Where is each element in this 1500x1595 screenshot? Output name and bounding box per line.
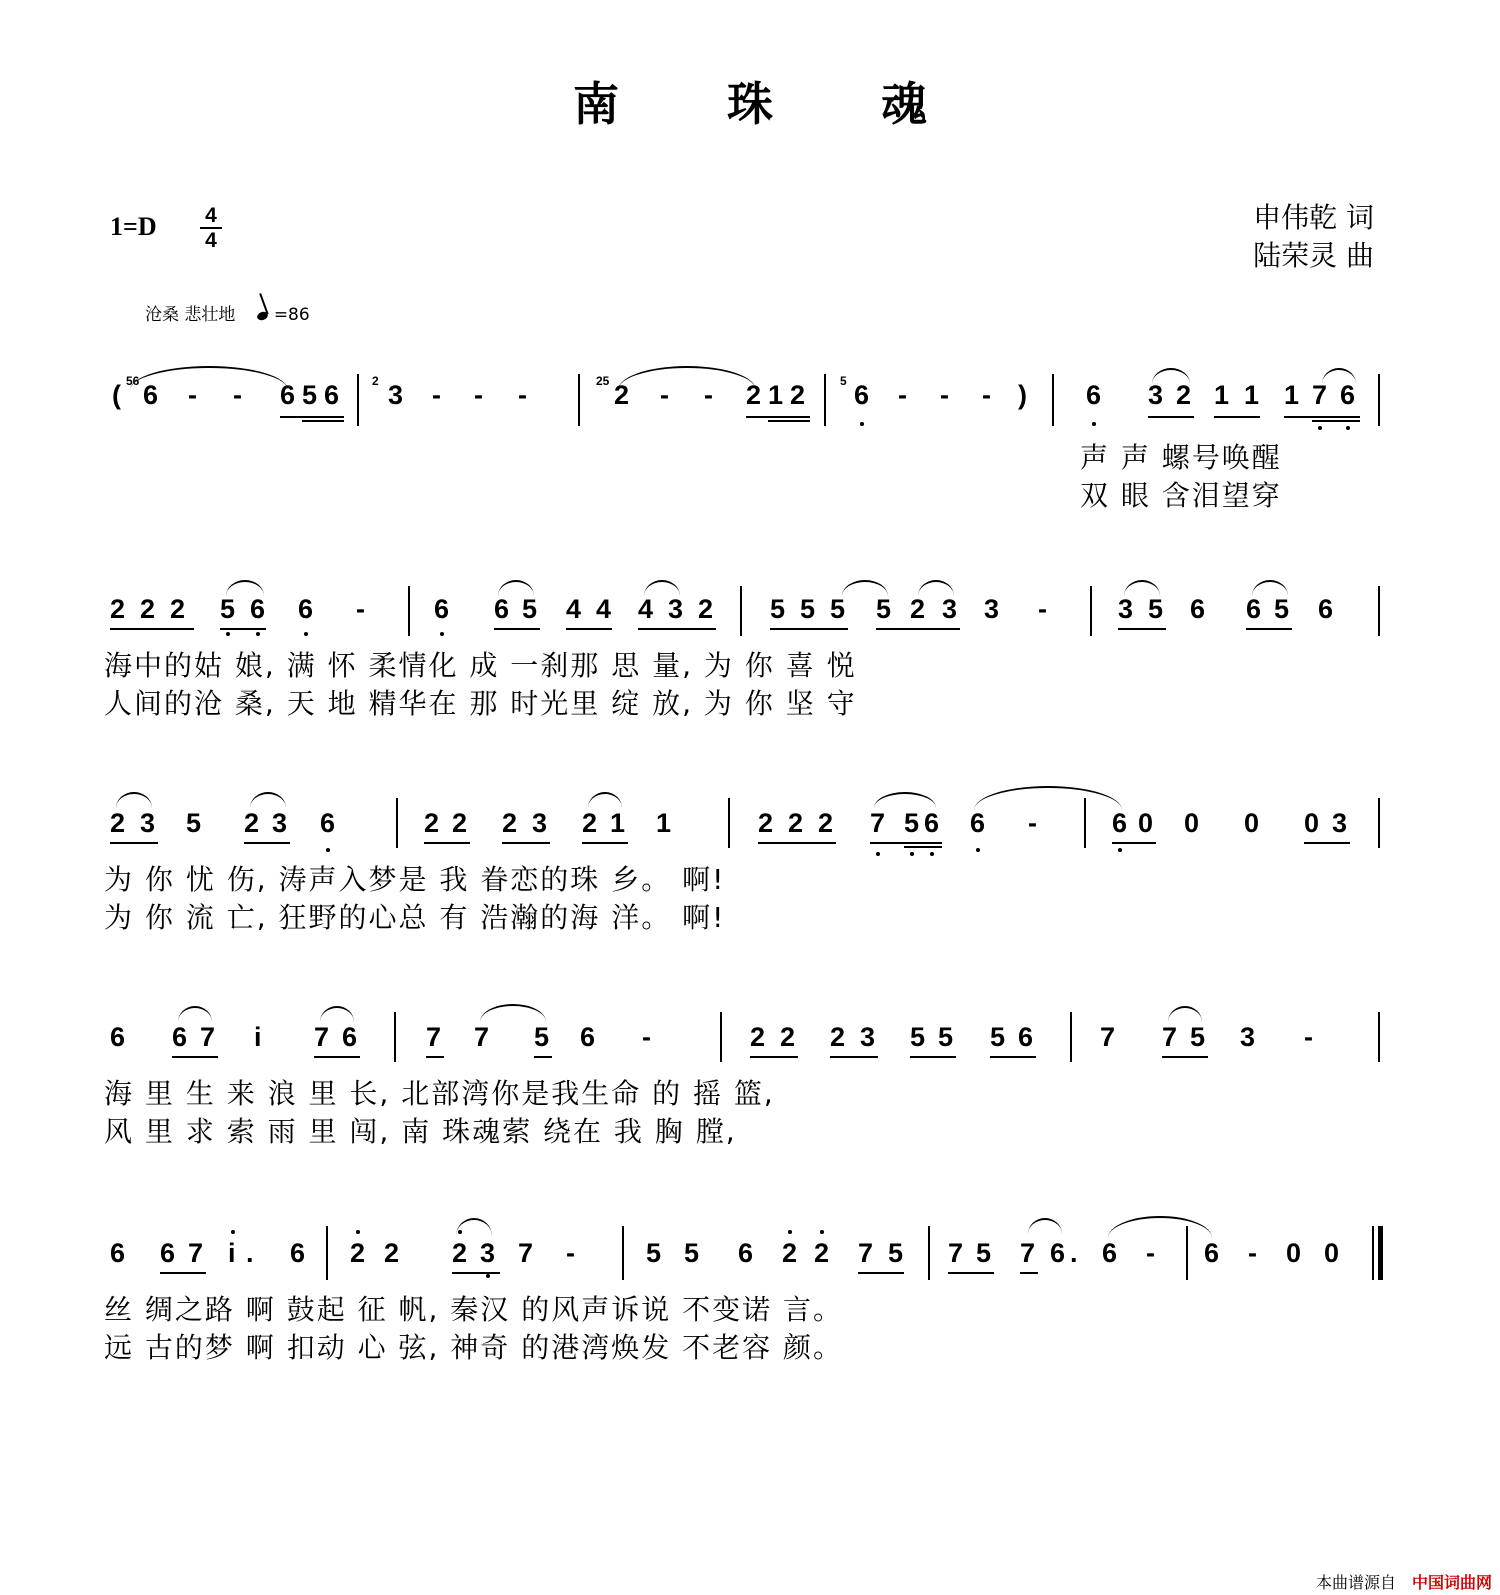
lyric-verse-2: 远 古的梦 啊 扣动 心 弦, 神奇 的港湾焕发 不老容 颜。: [104, 1331, 844, 1364]
lyricist-credit: 申伟乾 词: [1253, 201, 1374, 234]
lyric-verse-2: 风 里 求 索 雨 里 闯, 南 珠魂萦 绕在 我 胸 膛,: [104, 1115, 737, 1148]
lyric-verse-1: 丝 绸之路 啊 鼓起 征 帆, 秦汉 的风声诉说 不变诺 言。: [104, 1293, 844, 1326]
source-text: 本曲谱源自: [1315, 1573, 1396, 1592]
lyric-verse-1: 海 里 生 来 浪 里 长, 北部湾你是我生命 的 摇 篮,: [104, 1077, 775, 1110]
bpm-text: =86: [273, 305, 310, 325]
expression-text: 沧桑 悲壮地: [145, 305, 236, 325]
lyric-verse-2: 人间的沧 桑, 天 地 精华在 那 时光里 绽 放, 为 你 坚 守: [104, 687, 857, 720]
meter-bottom: 4: [205, 229, 217, 252]
time-signature: [200, 205, 222, 251]
meter-top: 4: [205, 204, 217, 227]
lyric-verse-2: 双 眼 含泪望穿: [1080, 479, 1282, 512]
brand-link[interactable]: 中国词曲网: [1411, 1573, 1492, 1592]
key-signature: 1=D: [110, 212, 157, 241]
lyric-verse-1: 海中的姑 娘, 满 怀 柔情化 成 一刹那 思 量, 为 你 喜 悦: [104, 649, 857, 682]
song-title: 南 珠 魂: [572, 77, 974, 131]
composer-credit: 陆荣灵 曲: [1253, 239, 1374, 272]
lyric-verse-1: 声 声 螺号唤醒: [1080, 441, 1282, 474]
quarter-note-icon: [256, 310, 269, 321]
tempo-marking: [145, 300, 310, 325]
lyric-verse-1: 为 你 忧 伤, 涛声入梦是 我 眷恋的珠 乡。 啊!: [104, 863, 726, 896]
source-footer: [1316, 1570, 1492, 1593]
lyric-verse-2: 为 你 流 亡, 狂野的心总 有 浩瀚的海 洋。 啊!: [104, 901, 726, 934]
